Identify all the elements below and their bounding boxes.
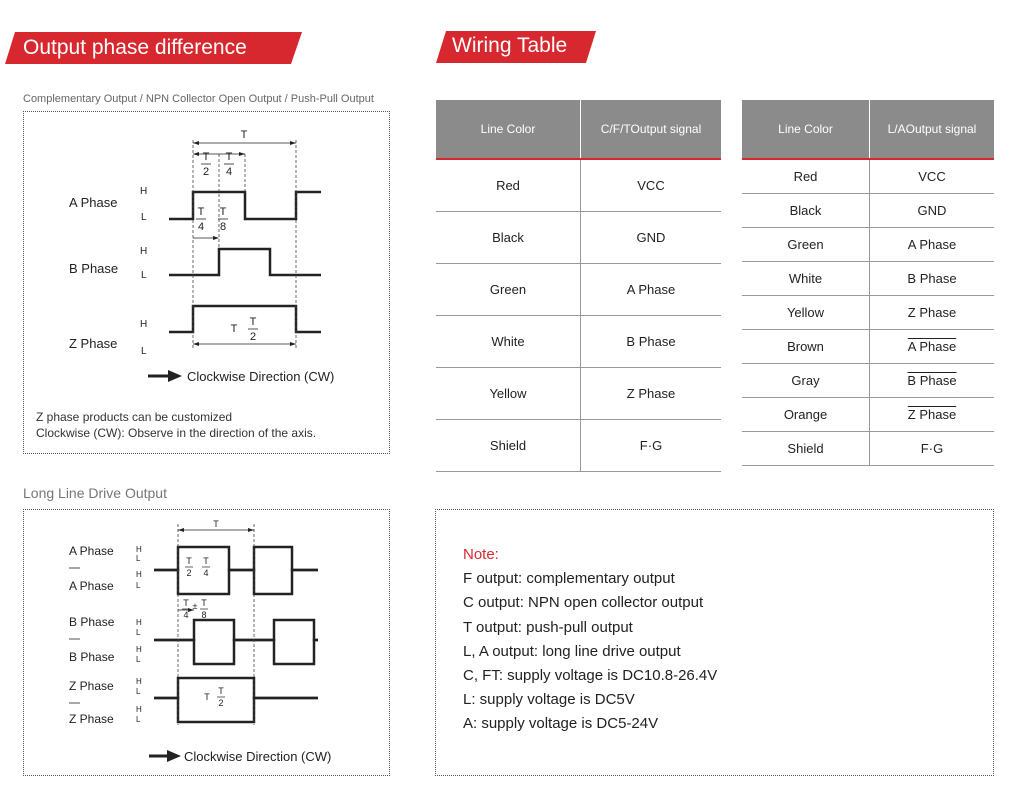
table-row: Brown A Phase (742, 329, 994, 363)
z-bar-phase-label: Z Phase (69, 712, 114, 726)
svg-text:T: T (202, 151, 210, 163)
a-phase-waveform (154, 547, 318, 570)
section-banner-output-phase (5, 32, 305, 64)
svg-text:T: T (249, 316, 257, 328)
svg-text:L: L (136, 655, 141, 664)
a-phase-label: A Phase (69, 195, 118, 210)
svg-text:2: 2 (202, 166, 210, 178)
b-phase-label: B Phase (69, 615, 115, 629)
svg-text:8: 8 (219, 221, 227, 233)
table-row: Red VCC (436, 159, 721, 211)
cw-label: Clockwise Direction (CW) (187, 369, 335, 384)
table-row: Green A Phase (436, 263, 721, 315)
table-row: Orange Z Phase (742, 397, 994, 431)
z-phase-waveform (154, 678, 318, 698)
svg-text:4: 4 (203, 568, 209, 578)
wiring-table-title: Wiring Table (452, 34, 568, 57)
table-row: Yellow Z Phase (436, 367, 721, 419)
a-low-label: L (141, 212, 147, 223)
section-banner-wiring-table (436, 31, 598, 63)
note-line: L, A output: long line drive output (463, 642, 681, 660)
phase-timing-diagram (24, 112, 389, 453)
svg-text:T: T (225, 151, 233, 163)
z-phase-label: Z Phase (69, 679, 114, 693)
cw-arrow-icon (148, 370, 182, 382)
line-color-header: Line Color (436, 100, 581, 159)
z-low-label: L (141, 346, 147, 357)
b-bar-phase-waveform (154, 640, 318, 664)
cw-label: Clockwise Direction (CW) (184, 749, 332, 764)
svg-text:T: T (219, 206, 227, 218)
z-high-label: H (140, 319, 148, 330)
svg-text:L: L (136, 687, 141, 696)
a-bar-phase-label: A Phase (69, 579, 114, 593)
svg-text:T: T (197, 206, 205, 218)
svg-text:H: H (136, 677, 142, 686)
note-title: Note: (463, 546, 499, 563)
wiring-table-la (742, 100, 994, 466)
table-row: Green A Phase (742, 227, 994, 261)
b-phase-waveform (169, 249, 321, 275)
note-line: C, FT: supply voltage is DC10.8-26.4V (463, 667, 718, 685)
z-bar-phase-waveform (154, 698, 318, 722)
svg-text:T: T (204, 692, 210, 702)
svg-text:L: L (136, 628, 141, 637)
table-row: Gray B Phase (742, 363, 994, 397)
note-line: C output: NPN open collector output (463, 594, 704, 612)
a-phase-waveform (169, 192, 321, 219)
svg-text:T: T (218, 686, 224, 696)
cw-arrow-icon (149, 750, 181, 762)
svg-text:H: H (136, 545, 142, 554)
long-line-timing-diagram (24, 510, 389, 775)
svg-text:±: ± (192, 601, 198, 611)
z-phase-waveform (169, 306, 321, 332)
svg-text:L: L (136, 581, 141, 590)
long-line-diagram-box (23, 509, 390, 776)
phase-diagram-box (23, 111, 390, 454)
svg-text:T: T (201, 598, 207, 608)
svg-text:4: 4 (197, 221, 205, 233)
table-header-row (742, 100, 994, 159)
svg-text:T: T (183, 598, 189, 608)
z-custom-note: Z phase products can be customized (36, 410, 233, 424)
timing-guides (178, 524, 254, 725)
svg-text:4: 4 (225, 166, 233, 178)
table-row: Shield F·G (742, 431, 994, 465)
a-bar-phase-waveform (154, 570, 318, 594)
period-label: T (240, 129, 248, 141)
b-phase-waveform (154, 620, 318, 640)
output-types-subtitle: Complementary Output / NPN Collector Open Output / Push-Pull Output (23, 93, 374, 105)
svg-text:H: H (136, 705, 142, 714)
table-row: Red VCC (742, 159, 994, 193)
svg-text:2: 2 (218, 698, 224, 708)
table-row: Yellow Z Phase (742, 295, 994, 329)
svg-text:L: L (136, 554, 141, 563)
notes-text (463, 543, 717, 737)
svg-text:T: T (230, 323, 238, 335)
note-line: A: supply voltage is DC5-24V (463, 715, 659, 733)
svg-text:L: L (136, 715, 141, 724)
b-high-label: H (140, 246, 148, 257)
table-row: Black GND (742, 193, 994, 227)
table-row: White B Phase (436, 315, 721, 367)
a-high-label: H (140, 186, 148, 197)
wiring-table-cft (436, 100, 721, 472)
z-phase-label: Z Phase (69, 336, 118, 351)
b-low-label: L (141, 270, 147, 281)
table-row: Shield F·G (436, 419, 721, 471)
svg-text:H: H (136, 618, 142, 627)
svg-text:8: 8 (201, 610, 207, 620)
line-color-header: Line Color (742, 100, 870, 159)
output-signal-header: L/AOutput signal (870, 100, 995, 159)
svg-text:2: 2 (249, 331, 257, 343)
period-label: T (213, 519, 219, 529)
svg-text:4: 4 (183, 610, 189, 620)
output-phase-title: Output phase difference (23, 36, 247, 59)
b-bar-phase-label: B Phase (69, 650, 115, 664)
table-row: Black GND (436, 211, 721, 263)
note-line: F output: complementary output (463, 570, 675, 588)
note-line: L: supply voltage is DC5V (463, 691, 635, 709)
table-row: White B Phase (742, 261, 994, 295)
a-phase-label: A Phase (69, 544, 114, 558)
svg-text:2: 2 (186, 568, 192, 578)
note-line: T output: push-pull output (463, 618, 633, 636)
long-line-subtitle: Long Line Drive Output (23, 485, 167, 501)
svg-text:H: H (136, 645, 142, 654)
cw-note: Clockwise (CW): Observe in the direction of the axis. (36, 426, 317, 440)
table-header-row (436, 100, 721, 159)
output-signal-header: C/F/TOutput signal (581, 100, 722, 159)
svg-text:T: T (203, 556, 209, 566)
b-phase-label: B Phase (69, 261, 119, 276)
svg-text:H: H (136, 570, 142, 579)
svg-text:T: T (186, 556, 192, 566)
